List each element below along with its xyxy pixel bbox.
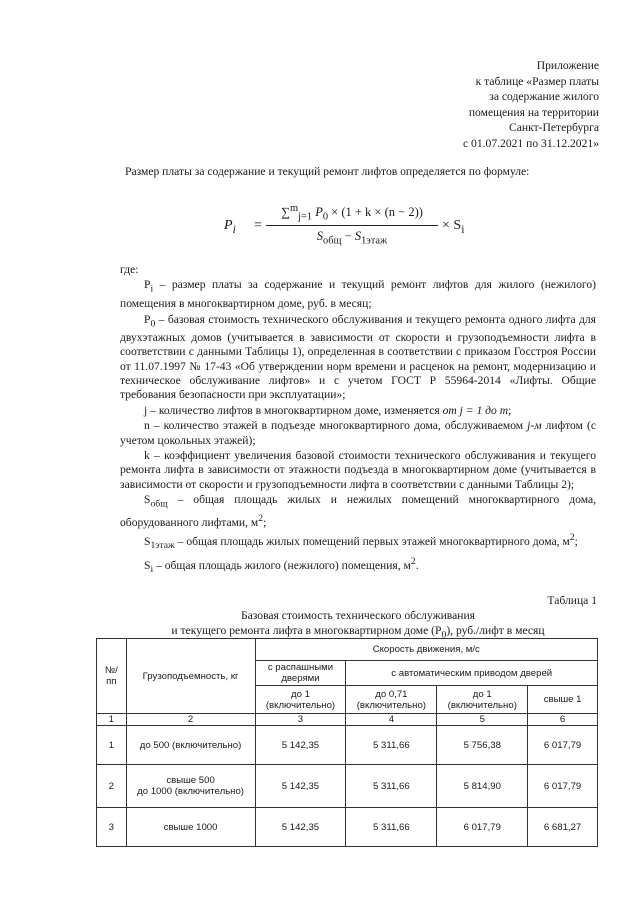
table-row [97,726,598,765]
formula-numerator: ∑$^m_{j=1}$ $P_0 \times (1 + k \times (n - 2))$ [281,203,423,223]
formula-denominator: $S_{общ} - S_{1этаж}$ [316,228,388,247]
def-n: n – количество этажей в подъезде многоквартирного дома, обслуживаемом j-м лифтом (с учетом цокольных этажей); [120,419,596,447]
def-sobsh: $S_{общ}$ – общая площадь жилых и нежилых помещений многоквартирного дома, оборудованного лифтами, $м^2$; [120,493,596,529]
cell-value: 6 017,79 [437,808,528,847]
header-speed: Скорость движения, м/с [255,639,597,661]
cell-value: 5 311,66 [346,765,437,808]
rates-table [96,638,598,847]
table-row [97,808,598,847]
table-title-line: Базовая стоимость технического обслуживания [240,609,476,622]
def-si: $S_i$ – общая площадь жилого (нежилого) помещения, $м^2$. [144,555,419,575]
intro-sentence: Размер платы за содержание и текущий ремонт лифтов определяется по формуле: [125,165,530,178]
cell-value: 6 017,79 [528,726,598,765]
cell-number: 1 [97,726,127,765]
cell-capacity-line: до 1000 (включительно) [137,786,244,797]
cell-capacity-line: свыше 500 [166,775,215,786]
cell-value: 5 814,90 [437,765,528,808]
header-speed-range: до 1 (включительно) [437,686,528,714]
cell-value: 5 311,66 [346,808,437,847]
header-speed-range: свыше 1 [528,686,598,714]
formula-tail: × $S_i$ [442,218,465,236]
where-label: где: [120,263,139,276]
cell-value: 5 756,38 [437,726,528,765]
def-j: j – количество лифтов в многоквартирном доме, изменяется от j = 1 до m; [144,403,512,417]
table-title-line: и текущего ремонта лифта в многоквартирном доме $(P_0)$, руб./лифт в месяц [171,623,545,640]
header-number: №/ пп [97,639,127,714]
column-index: 3 [255,714,346,726]
header-auto-doors: с автоматическим приводом дверей [346,661,598,686]
table-label: Таблица 1 [547,594,597,607]
cell-value: 5 142,35 [255,808,346,847]
cell-number: 3 [97,808,127,847]
definitions [120,263,596,578]
cell-value: 5 142,35 [255,765,346,808]
appendix-line: Санкт-Петербурга [509,121,599,135]
def-pi: $P_i$ – размер платы за содержание и текущий ремонт лифтов для жилого (нежилого) помещения в многоквартирном доме, руб. в месяц; [120,278,596,311]
appendix-line: помещения на территории [468,105,599,119]
appendix-line: к таблице «Размер платы [475,74,599,88]
column-index: 2 [126,714,255,726]
header-speed-range: до 0,71 (включительно) [346,686,437,714]
cell-capacity: до 500 (включительно) [126,726,255,765]
formula-lhs: $P_i$ [224,218,236,236]
table-row [97,765,598,808]
def-s1: $S_{1этаж}$ – общая площадь жилых помещений первых этажей многоквартирного дома, $м^2$; [144,532,578,552]
column-index: 1 [97,714,127,726]
appendix-line: за содержание жилого [489,90,599,104]
cell-value: 5 311,66 [346,726,437,765]
appendix-line: с 01.07.2021 по 31.12.2021» [463,136,599,150]
formula-fraction [264,203,440,246]
formula [224,203,484,257]
cell-value: 6 017,79 [528,765,598,808]
appendix-heading [379,58,599,152]
appendix-line: Приложение [536,59,599,72]
column-index: 6 [528,714,598,726]
header-swing-doors: с распашными дверями [255,661,346,686]
header-capacity: Грузоподъемность, кг [126,639,255,714]
cell-capacity [126,765,255,808]
def-p0: $P_0$ – базовая стоимость технического обслуживания и текущего ремонта одного лифта для двухэтажных домов (учитывается в зависимости от скорости и грузоподъемности лифта в соответствии с данными Таблицы 1), определенная в соответствии с приказом Госстроя России от 11.07.1997 № 17-43 «Об утверждении норм времени и расценок на ремонт, модернизацию и техническое обслуживание лифтов» и с учетом ГОСТ Р 55964-2014 «Лифты. Общие требования безопасности при эксплуатации»; [120,312,596,402]
column-index: 4 [346,714,437,726]
cell-value: 6 681,27 [528,808,598,847]
column-index: 5 [437,714,528,726]
cell-number: 2 [97,765,127,808]
cell-capacity: свыше 1000 [126,808,255,847]
header-speed-range: до 1 (включительно) [255,686,346,714]
cell-value: 5 142,35 [255,726,346,765]
def-k: k – коэффициент увеличения базовой стоимости технического обслуживания и текущего ремонта лифта в зависимости от этажности подъезда в многоквартирном доме (учитывается в зависимости от скорости и грузоподъемности лифта в соответствии с данными Таблицы 2); [120,449,596,491]
formula-equals: = [254,218,262,233]
